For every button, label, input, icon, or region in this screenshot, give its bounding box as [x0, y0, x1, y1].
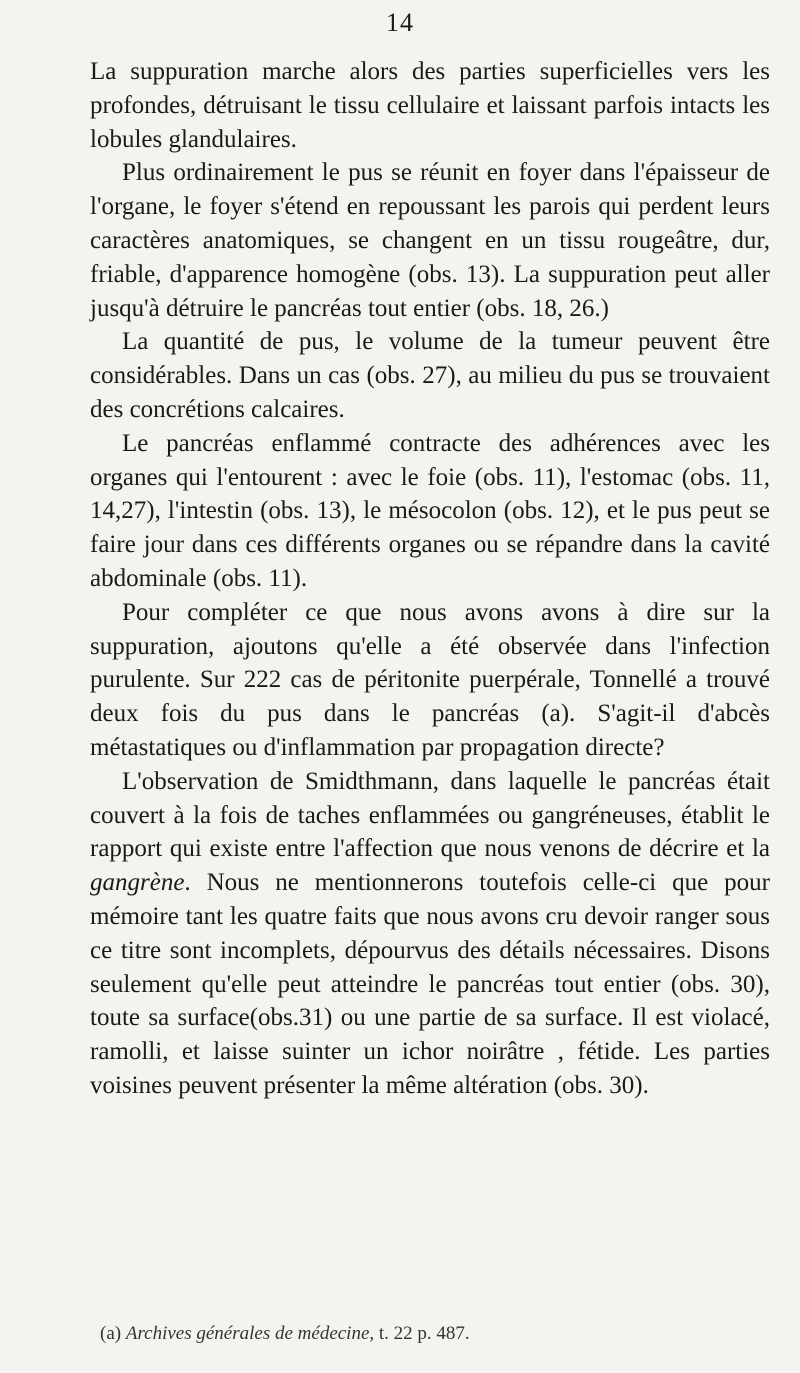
paragraph-gangrene	[90, 765, 770, 1103]
paragraph: La quantité de pus, le volume de la tumeur peuvent être considérables. Dans un cas (obs. 27), au milieu du pus se trouvaient des concrétions calcaires.	[90, 328, 770, 423]
footnote-reference: , t. 22 p. 487.	[369, 1323, 470, 1344]
page-number: 14	[386, 8, 414, 37]
paragraph: Le pancréas enflammé contracte des adhérences avec les organes qui l'entourent : avec le foie (obs. 11), l'estomac (obs. 11, 14,27), l'intestin (obs. 13), le mésocolon (obs. 12), et le pus peut se faire jour dans ces différents organes ou se répandre dans la cavité abdominale (obs. 11).	[90, 429, 770, 592]
footnote-marker: (a)	[100, 1323, 126, 1344]
footnote-journal: Archives générales de médecine	[125, 1323, 370, 1344]
paragraph: La suppuration marche alors des parties superficielles vers les profondes, détruisant le tissu cellulaire et laissant parfois intacts les lobules glandulaires.	[90, 58, 770, 153]
italic-term: gangrène	[90, 869, 185, 897]
footnote	[100, 1322, 760, 1346]
paragraph-text: L'observation de Smidthmann, dans laquelle le pancréas était couvert à la fois de taches enflammées ou gangréneuses, établit le rapport qui existe entre l'affection que nous venons de décrire et la	[90, 767, 770, 863]
paragraph: Plus ordinairement le pus se réunit en foyer dans l'épaisseur de l'organe, le foyer s'étend en repoussant les parois qui perdent leurs caractères anatomiques, se changent en un tissu rougeâtre, dur, friable, d'apparence homogène (obs. 13). La suppuration peut aller jusqu'à détruire le pancréas tout entier (obs. 18, 26.)	[90, 159, 770, 322]
body-text	[90, 55, 770, 1103]
paragraph-text: . Nous ne mentionnerons toutefois celle-ci que pour mémoire tant les quatre faits que nous avons cru devoir ranger sous ce titre sont incomplets, dépourvus des détails nécessaires. Disons seulement qu'elle peut atteindre le pancréas tout entier (obs. 30), toute sa surface(obs.31) ou une partie de sa surface. Il est violacé, ramolli, et laisse suinter un ichor noirâtre , fétide. Les parties voisines peuvent présenter la même altération (obs. 30).	[90, 869, 770, 1099]
paragraph: Pour compléter ce que nous avons avons à dire sur la suppuration, ajoutons qu'elle a été observée dans l'infection purulente. Sur 222 cas de péritonite puerpérale, Tonnellé a trouvé deux fois du pus dans le pancréas (a). S'agit-il d'abcès métastatiques ou d'inflammation par propagation directe?	[90, 598, 770, 761]
